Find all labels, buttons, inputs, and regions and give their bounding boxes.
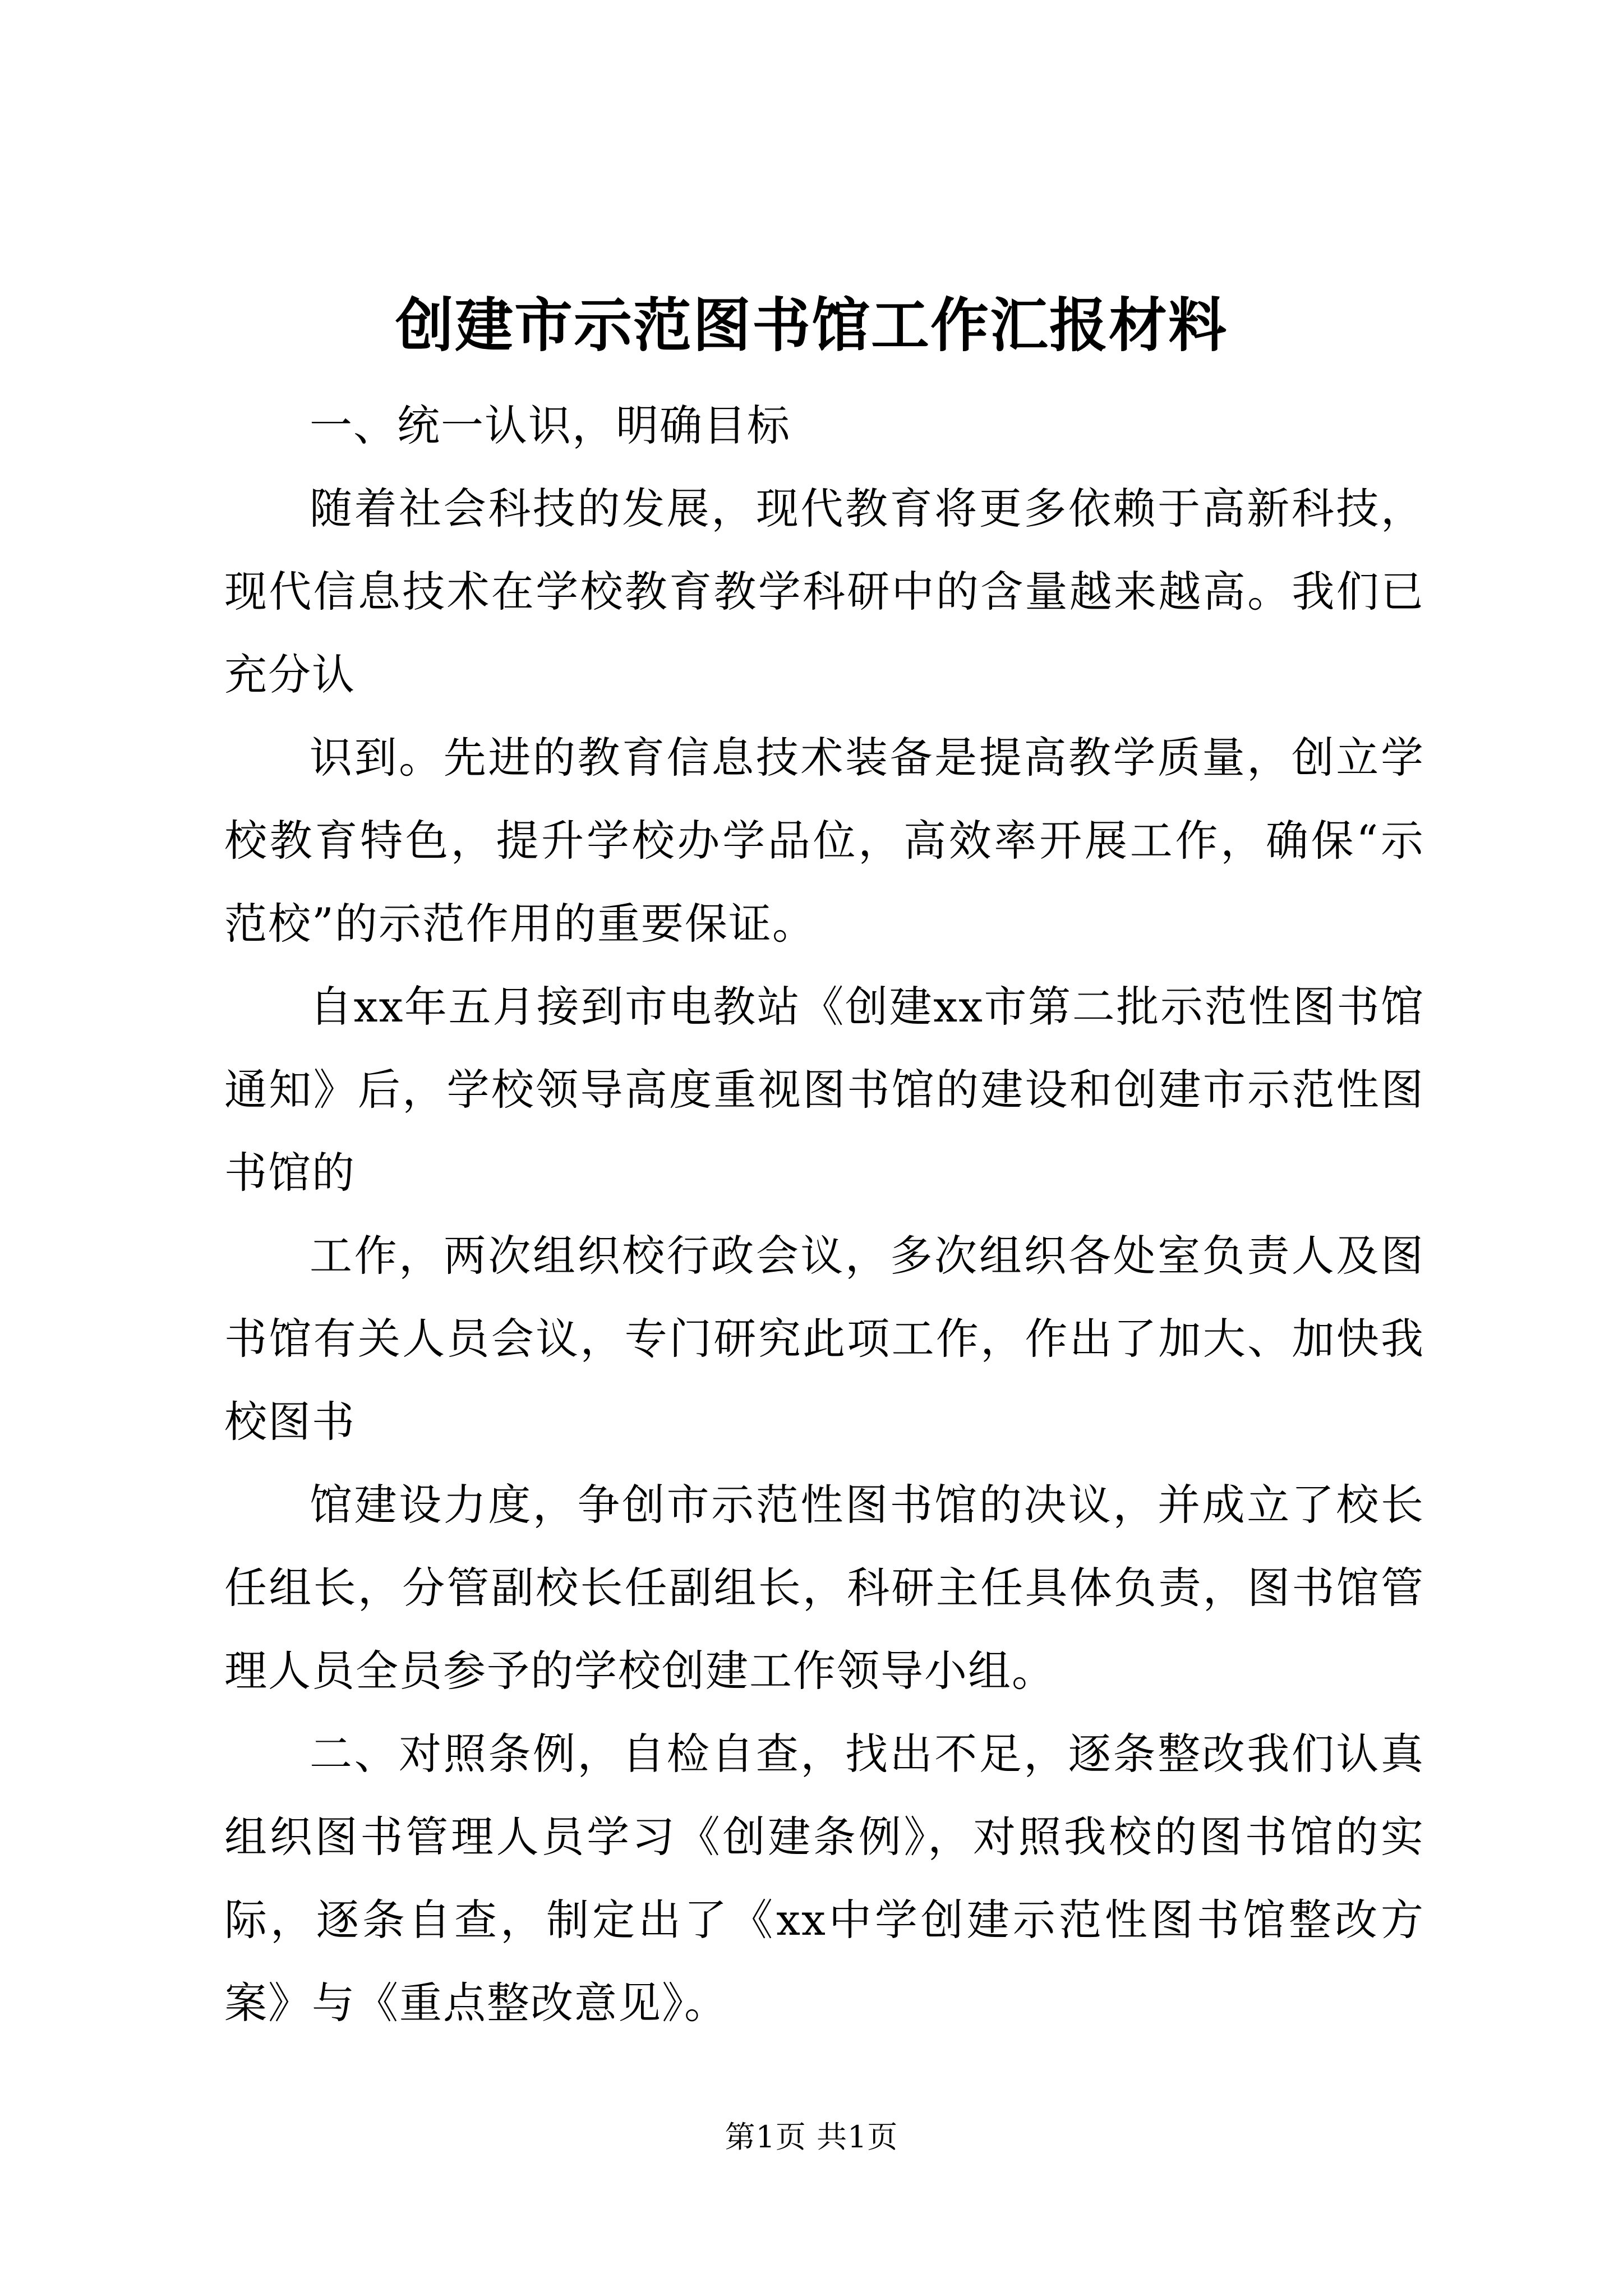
section-heading-1: 一、统一认识，明确目标 [310,401,791,450]
page-footer: 第1页 共1页 [725,2119,898,2155]
paragraph: 馆建设力度，争创市示范性图书馆的决议，并成立了校长任组长，分管副校长任副组长，科研主任具体负责，图书馆管理人员全员参予的学校创建工作领导小组。 [224,1480,1424,1696]
paragraph: 自xx年五月接到市电教站《创建xx市第二批示范性图书馆通知》后，学校领导高度重视图书馆的建设和创建市示范性图书馆的 [224,982,1424,1198]
document-body [224,384,1424,2045]
paragraph: 工作，两次组织校行政会议，多次组织各处室负责人及图书馆有关人员会议，专门研究此项工作，作出了加大、加快我校图书 [224,1231,1424,1447]
paragraph: 识到。先进的教育信息技术装备是提高教学质量，创立学校教育特色，提升学校办学品位，高效率开展工作，确保“示范校”的示范作用的重要保证。 [224,733,1424,949]
document-title: 创建市示范图书馆工作汇报材料 [395,291,1228,360]
section-heading-2-paragraph: 二、对照条例，自检自查，找出不足，逐条整改我们认真组织图书管理人员学习《创建条例》，对照我校的图书馆的实际，逐条自查，制定出了《xx中学创建示范性图书馆整改方案》与《重点整改意见》。 [224,1729,1424,2028]
paragraph: 随着社会科技的发展，现代教育将更多依赖于高新科技，现代信息技术在学校教育教学科研中的含量越来越高。我们已充分认 [224,484,1424,700]
